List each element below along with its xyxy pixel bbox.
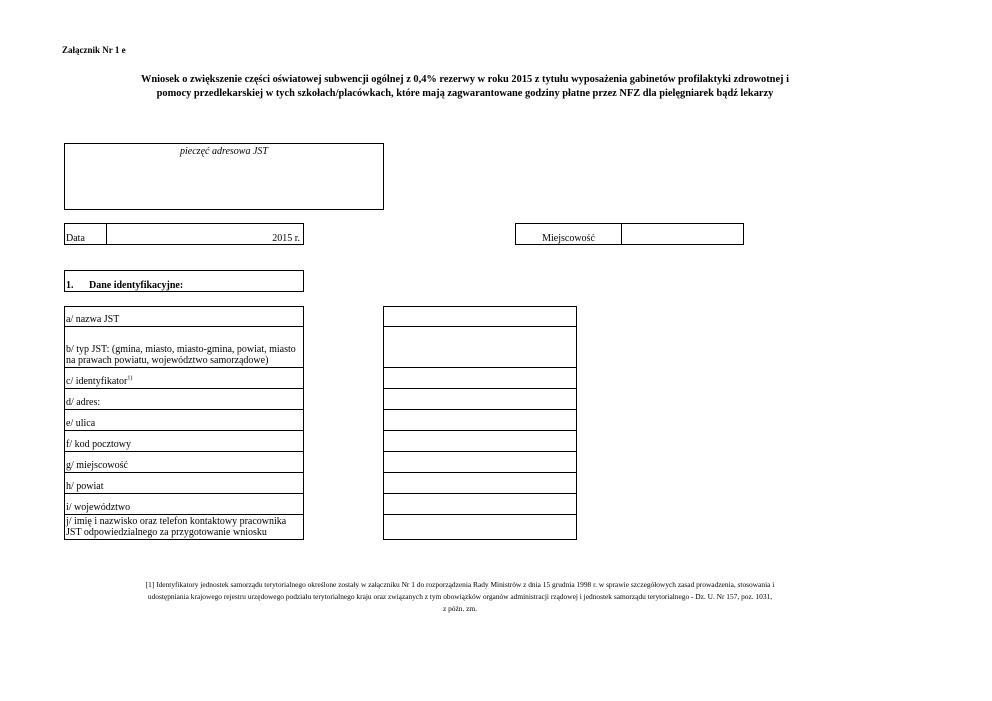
stamp-label: pieczęć adresowa JST <box>180 146 268 157</box>
footnote-ref: 1) <box>127 375 133 382</box>
field-value-osoba[interactable] <box>383 514 577 540</box>
document-title <box>60 73 870 101</box>
footnote-line-3: z późn. zm. <box>442 604 478 613</box>
date-value: 2015 r. <box>272 233 300 244</box>
section-title: Dane identyfikacyjne: <box>89 280 184 291</box>
field-label-row <box>64 493 304 515</box>
field-label-powiat: h/ powiat <box>66 481 104 492</box>
date-divider <box>106 224 107 244</box>
field-label-row <box>64 514 304 540</box>
field-value-typ[interactable] <box>383 326 577 368</box>
date-field[interactable] <box>64 223 304 245</box>
footnote-line-2: udostępniania krajowego rejestru urzędowego podziału terytorialnego kraju oraz związanych z tym obowiązków organów administracji rządowej i jednostek samorządu terytorialnego - Dz. U. Nr 157, poz. 1031, <box>147 592 773 601</box>
field-label-miejscowosc: g/ miejscowość <box>66 460 128 471</box>
field-label-row <box>64 367 304 389</box>
field-label-adres: d/ adres: <box>66 397 101 408</box>
footnote <box>55 579 865 615</box>
title-line-1: Wniosek o zwiększenie części oświatowej subwencji ogólnej z 0,4% rezerwy w roku 2015 z tytułu wyposażenia gabinetów profilaktyki zdrowotnej i <box>140 74 790 85</box>
field-label-row <box>64 451 304 473</box>
field-value-kod[interactable] <box>383 430 577 452</box>
section-header <box>64 270 304 292</box>
field-label-identyfikator-text: c/ identyfikator <box>66 376 128 387</box>
field-label-row <box>64 388 304 410</box>
field-label-row <box>64 430 304 452</box>
place-field[interactable] <box>515 223 744 245</box>
field-value-powiat[interactable] <box>383 472 577 494</box>
field-label-wojewodztwo: i/ województwo <box>66 502 131 513</box>
field-label-identyfikator <box>66 376 301 387</box>
place-divider <box>621 224 622 244</box>
field-label-nazwa: a/ nazwa JST <box>66 314 120 325</box>
title-line-2: pomocy przedlekarskiej w tych szkołach/placówkach, które mają zagwarantowane godziny płatne przez NFZ dla pielęgniarek bądź lekarzy <box>156 88 774 99</box>
field-value-adres[interactable] <box>383 388 577 410</box>
field-value-nazwa[interactable] <box>383 306 577 327</box>
field-label-row <box>64 306 304 327</box>
stamp-box <box>64 143 384 210</box>
field-value-ulica[interactable] <box>383 409 577 431</box>
footnote-line-1: [1] Identyfikatory jednostek samorządu terytorialnego określone zostały w załączniku Nr 1 do rozporządzenia Rady Ministrów z dnia 15 grudnia 1998 r. w sprawie szczegółowych zasad prowadzenia, stosowania i <box>145 580 775 589</box>
annex-label: Załącznik Nr 1 e <box>62 45 126 55</box>
field-label-typ: b/ typ JST: (gmina, miasto, miasto-gmina, powiat, miasto na prawach powiatu, województwo samorządowe) <box>66 344 296 366</box>
field-value-wojewodztwo[interactable] <box>383 493 577 515</box>
field-label-kod: f/ kod pocztowy <box>66 439 131 450</box>
field-label-osoba: j/ imię i nazwisko oraz telefon kontaktowy pracownika JST odpowiedzialnego za przygotowanie wniosku <box>66 516 287 538</box>
section-number: 1. <box>66 280 74 291</box>
field-label-ulica: e/ ulica <box>66 418 96 429</box>
field-label-row <box>64 409 304 431</box>
place-label: Miejscowość <box>542 233 595 244</box>
field-label-row <box>64 472 304 494</box>
field-value-miejscowosc[interactable] <box>383 451 577 473</box>
field-label-row <box>64 326 304 368</box>
date-label: Data <box>66 233 85 244</box>
field-value-identyfikator[interactable] <box>383 367 577 389</box>
